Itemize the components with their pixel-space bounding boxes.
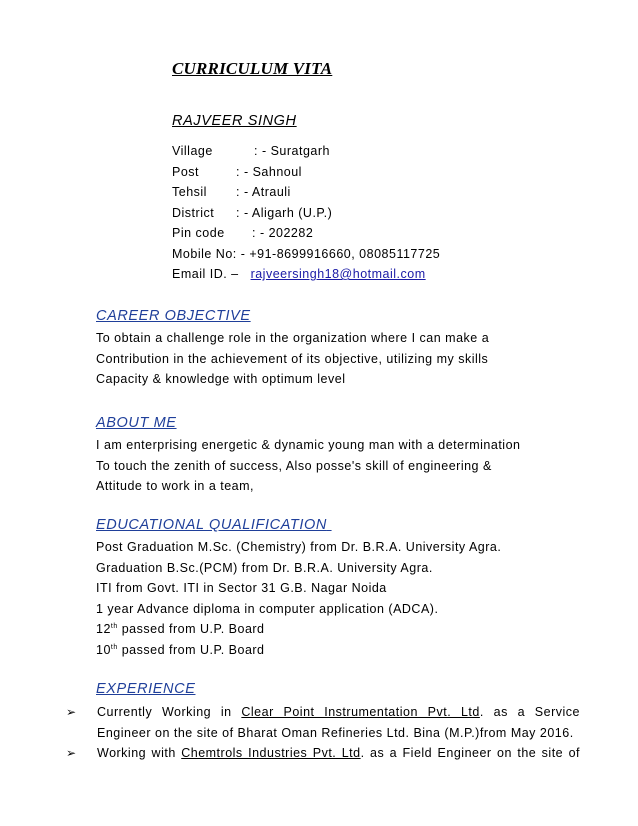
- career-objective-heading: CAREER OBJECTIVE: [96, 308, 251, 324]
- education-line: Graduation B.Sc.(PCM) from Dr. B.R.A. University Agra.: [96, 560, 433, 575]
- experience-item: [64, 702, 580, 743]
- email-label: Email ID. –: [172, 267, 239, 281]
- arrow-bullet-icon: ➢: [66, 705, 77, 719]
- about-me-heading: ABOUT ME: [96, 415, 177, 431]
- pincode-label: Pin code: [172, 226, 225, 240]
- document-title: CURRICULUM VITA: [172, 59, 333, 78]
- about-line: To touch the zenith of success, Also posse's skill of engineering &: [96, 458, 492, 473]
- tenth-number: 10: [96, 642, 111, 657]
- education-line: 1 year Advance diploma in computer application (ADCA).: [96, 601, 439, 616]
- experience-list: [64, 702, 580, 764]
- experience-section: [96, 681, 596, 701]
- career-line: Contribution in the achievement of its objective, utilizing my skills: [96, 351, 489, 366]
- district-row: [172, 203, 440, 224]
- company-name: Clear Point Instrumentation Pvt. Ltd: [241, 705, 480, 719]
- about-me-section: [96, 415, 596, 497]
- education-line: Post Graduation M.Sc. (Chemistry) from Dr. B.R.A. University Agra.: [96, 540, 502, 554]
- experience-text: . as a Service: [479, 705, 580, 719]
- mobile-text: Mobile No: - +91-8699916660, 08085117725: [172, 246, 441, 261]
- tehsil-row: [172, 182, 440, 203]
- district-label: District: [172, 205, 215, 220]
- contact-details: [172, 141, 440, 285]
- education-line-10th: [96, 640, 596, 661]
- experience-text: Working with: [97, 746, 182, 760]
- experience-text: . as a Field Engineer on the site of: [360, 746, 580, 760]
- tehsil-value: : - Atrauli: [236, 185, 291, 199]
- village-value: : - Suratgarh: [254, 144, 330, 158]
- mobile-row: [172, 244, 440, 265]
- experience-text: Currently Working in: [97, 705, 242, 719]
- email-link[interactable]: rajveersingh18@hotmail.com: [250, 267, 426, 281]
- education-heading-text: EDUCATIONAL QUALIFICATION: [96, 517, 327, 533]
- pincode-row: [172, 223, 440, 244]
- tenth-text: passed from U.P. Board: [117, 642, 265, 657]
- about-line: Attitude to work in a team,: [96, 479, 255, 493]
- education-heading: [96, 517, 596, 533]
- career-line: To obtain a challenge role in the organization where I can make a: [96, 331, 490, 345]
- education-section: [96, 517, 596, 660]
- tehsil-label: Tehsil: [172, 185, 207, 199]
- post-row: [172, 162, 440, 183]
- education-line: ITI from Govt. ITI in Sector 31 G.B. Nagar Noida: [96, 581, 387, 595]
- post-label: Post: [172, 164, 200, 179]
- tenth-suffix: th: [110, 643, 118, 651]
- career-objective-section: [96, 308, 596, 390]
- candidate-name: RAJVEER SINGH: [172, 113, 297, 129]
- experience-text: Engineer on the site of Bharat Oman Refineries Ltd. Bina (M.P.)from May 2016.: [97, 725, 574, 740]
- education-line-12th: [96, 619, 596, 640]
- experience-item: [64, 743, 580, 764]
- village-row: [172, 141, 440, 162]
- about-line: I am enterprising energetic & dynamic young man with a determination: [96, 438, 521, 452]
- career-line: Capacity & knowledge with optimum level: [96, 372, 346, 386]
- twelfth-text: passed from U.P. Board: [117, 622, 265, 636]
- district-value: : - Aligarh (U.P.): [236, 205, 333, 220]
- twelfth-suffix: th: [110, 622, 118, 630]
- email-row: [172, 264, 440, 285]
- post-value: : - Sahnoul: [236, 164, 302, 179]
- arrow-bullet-icon: ➢: [66, 746, 77, 760]
- village-label: Village: [172, 144, 213, 158]
- company-name: Chemtrols Industries Pvt. Ltd: [181, 746, 361, 760]
- experience-heading: EXPERIENCE: [96, 681, 196, 697]
- pincode-value: : - 202282: [252, 226, 314, 240]
- twelfth-number: 12: [96, 622, 111, 636]
